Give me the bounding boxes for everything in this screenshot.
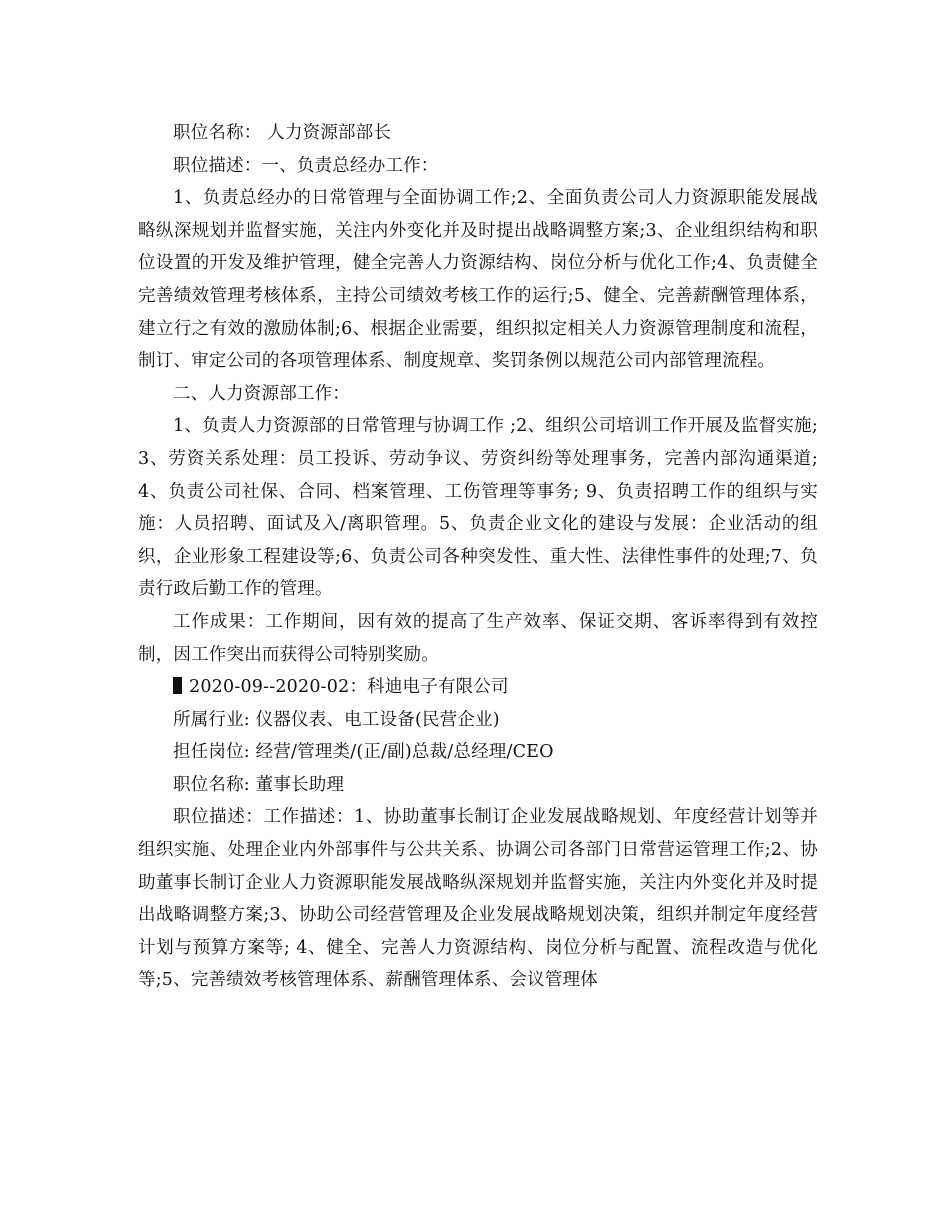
industry-line: 所属行业: 仪器仪表、电工设备(民营企业) [173,709,500,730]
hr-department-heading: 二、人力资源部工作： [173,383,350,404]
job-description-paragraph: 职位描述：工作描述：1、协助董事长制订企业发展战略规划、年度经营计划等并组织实施、处理企业内外部事件与公共关系、协调公司各部门日常营运管理工作;2、协助董事长制订企业人力资源职能发展战略纵深规划并监督实施，关注内外变化并及时提出战略调整方案;3、协助公司经营管理及企业发展战略规划决策，组织并制定年度经营计划与预算方案等; 4、健全、完善人力资源结构、岗位分析与配置、流程改造与优化等;5、完善绩效考核管理体系、薪酬管理体系、会议管理体 [138,807,818,991]
position-description-heading: 职位描述：一、负责总经办工作： [173,155,439,176]
job-entry-header [138,671,818,704]
hr-department-duties-paragraph: 1、负责人力资源部的日常管理与协调工作 ;2、组织公司培训工作开展及监督实施;3、劳资关系处理：员工投诉、劳动争议、劳资纠纷等处理事务，完善内部沟通渠道;4、负责公司社保、合同、档案管理、工伤管理等事务; 9、负责招聘工作的组织与实施：人员招聘、面试及入/离职管理。5、负责企业文化的建设与发展：企业活动的组织，企业形象工程建设等;6、负责公司各种突发性、重大性、法律性事件的处理;7、负责行政后勤工作的管理。 [138,416,818,600]
work-results-paragraph: 工作成果：工作期间，因有效的提高了生产效率、保证交期、客诉率得到有效控制，因工作突出而获得公司特别奖励。 [138,611,818,665]
square-bullet-icon [173,677,182,694]
document-body [138,117,818,997]
general-office-duties-paragraph: 1、负责总经办的日常管理与全面协调工作;2、全面负责公司人力资源职能发展战略纵深规划并监督实施，关注内外变化并及时提出战略调整方案;3、企业组织结构和职位设置的开发及维护管理，健全完善人力资源结构、岗位分析与优化工作;4、负责健全完善绩效管理考核体系，主持公司绩效考核工作的运行;5、健全、完善薪酬管理体系，建立行之有效的激励体制;6、根据企业需要，组织拟定相关人力资源管理制度和流程，制订、审定公司的各项管理体系、制度规章、奖罚条例以规范公司内部管理流程。 [138,188,818,372]
position-title-line: 职位名称： 人力资源部部长 [173,123,392,143]
job-title-line: 职位名称: 董事长助理 [173,774,345,795]
job-entry-period-company: 2020-09--2020-02：科迪电子有限公司 [189,677,509,698]
post-line: 担任岗位: 经营/管理类/(正/副)总裁/总经理/CEO [173,742,554,763]
